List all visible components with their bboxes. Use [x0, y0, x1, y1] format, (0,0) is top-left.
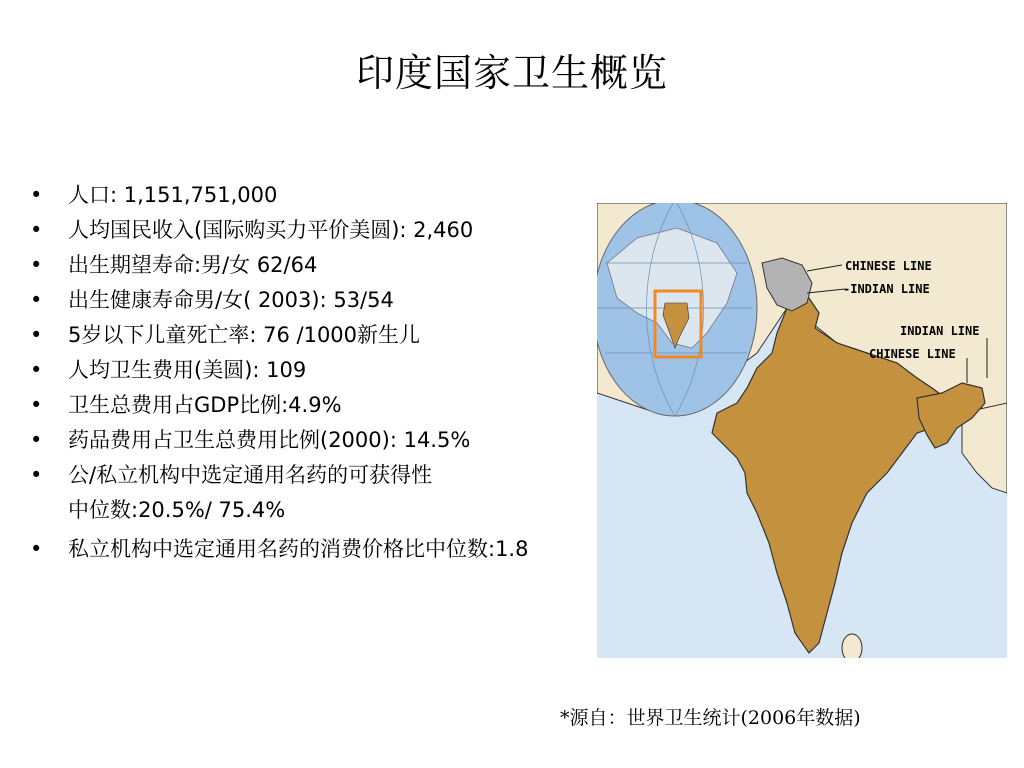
bullet-item-health-spend: • 人均卫生费用(美圆): 109 [30, 353, 600, 388]
slide-title: 印度国家卫生概览 [355, 51, 668, 95]
bullet-item-child-mortality: • 5岁以下儿童死亡率: 76 /1000新生儿 [30, 318, 600, 353]
bullet-item-gdp-share: • 卫生总费用占GDP比例:4.9% [30, 388, 600, 423]
bullet-dot: • [30, 393, 43, 417]
bullet-dot: • [30, 253, 43, 277]
bullet-item-healthy-life: • 出生健康寿命男/女( 2003): 53/54 [30, 283, 600, 318]
bullet-item-price-ratio: • 私立机构中选定通用名药的消费价格比中位数:1.8 [30, 534, 600, 564]
source-note: *源自：世界卫生统计(2006年数据) [560, 707, 861, 729]
map-label-chinese-line-1: CHINESE LINE [845, 259, 932, 273]
bullet-dot: • [30, 323, 43, 347]
bullet-item-population: • 人口: 1,151,751,000 [30, 178, 600, 213]
bullet-item-availability: • 公/私立机构中选定通用名药的可获得性 [30, 458, 600, 493]
map-label-chinese-line-2: CHINESE LINE [869, 347, 956, 361]
bullet-dot: • [30, 463, 43, 487]
bullet-list [30, 178, 600, 564]
bullet-item-gni: • 人均国民收入(国际购买力平价美圆): 2,460 [30, 213, 600, 248]
map-label-indian-line-1: -INDIAN LINE [843, 282, 930, 296]
bullet-dot: • [30, 358, 43, 382]
bullet-dot: • [30, 288, 43, 312]
bullet-item-availability-cont: 中位数:20.5%/ 75.4% [68, 498, 286, 522]
map-label-indian-line-2: INDIAN LINE [900, 324, 980, 338]
bullet-item-drug-share: • 药品费用占卫生总费用比例(2000): 14.5% [30, 423, 600, 458]
bullet-dot: • [30, 428, 43, 452]
bullet-dot: • [30, 183, 43, 207]
india-map [597, 203, 1007, 658]
map-sri-lanka [842, 634, 862, 658]
bullet-dot: • [30, 218, 43, 242]
bullet-item-life-expectancy: • 出生期望寿命:男/女 62/64 [30, 248, 600, 283]
bullet-dot: • [30, 537, 43, 561]
map-globe [597, 203, 757, 416]
